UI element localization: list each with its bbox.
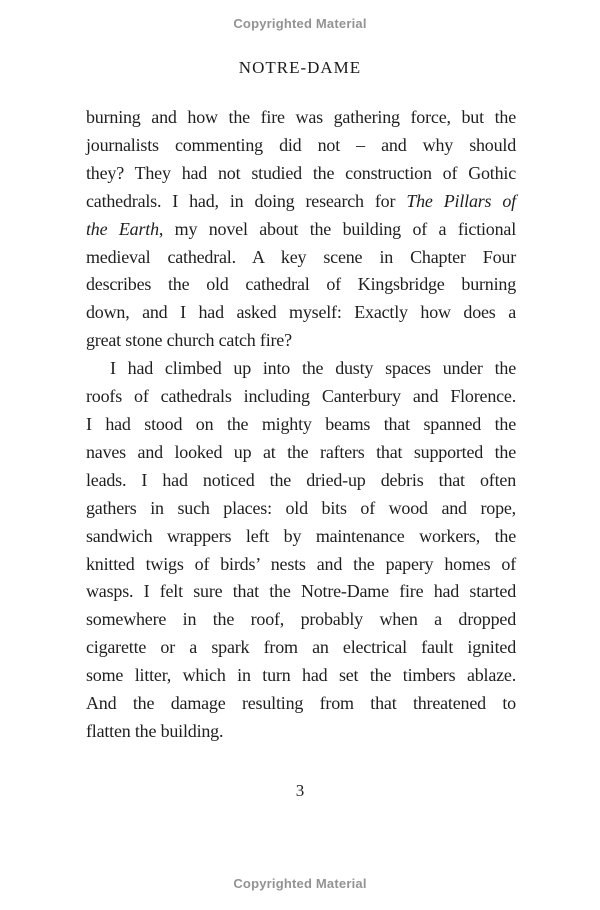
text-segment: I had climbed up into the dusty spaces under the bbox=[110, 358, 516, 379]
text-segment: leads. I had noticed the dried-up debris that often bbox=[86, 469, 516, 490]
text-line bbox=[86, 523, 516, 551]
text-segment: , my novel about the building of a fictional bbox=[158, 218, 516, 239]
text-line bbox=[86, 244, 516, 272]
text-segment: describes the old cathedral of Kingsbridge burning bbox=[86, 274, 516, 295]
running-header: NOTRE-DAME bbox=[238, 58, 362, 77]
text-line bbox=[86, 662, 516, 690]
text-line bbox=[86, 551, 516, 579]
text-segment: burning and how the fire was gathering force, but the bbox=[86, 107, 516, 127]
text-segment: naves and looked up at the rafters that supported the bbox=[86, 441, 516, 462]
italic-text-segment: the Earth bbox=[86, 218, 159, 239]
text-segment: I had stood on the mighty beams that spanned the bbox=[86, 413, 516, 434]
text-line bbox=[86, 411, 516, 439]
text-line bbox=[86, 383, 516, 411]
text-segment: some litter, which in turn had set the timbers ablaze. bbox=[86, 665, 516, 686]
text-segment: cigarette or a spark from an electrical fault ignited bbox=[86, 637, 516, 658]
text-line bbox=[86, 299, 516, 327]
text-segment: roofs of cathedrals including Canterbury and Florence. bbox=[86, 386, 516, 407]
copyright-notice-bottom: Copyrighted Material bbox=[233, 876, 367, 891]
text-line bbox=[86, 216, 516, 244]
text-segment: cathedrals. I had, in doing research for bbox=[86, 190, 407, 211]
text-segment: journalists commenting did not – and why should bbox=[86, 134, 516, 155]
text-segment: And the damage resulting from that threatened to bbox=[86, 693, 516, 714]
text-line bbox=[86, 188, 516, 216]
text-segment: down, and I had asked myself: Exactly how does a bbox=[86, 302, 516, 323]
text-line bbox=[86, 355, 516, 383]
text-line bbox=[86, 718, 516, 746]
text-line bbox=[86, 467, 516, 495]
text-line bbox=[86, 634, 516, 662]
text-segment: flatten the building. bbox=[86, 720, 224, 741]
text-segment: they? They had not studied the construction of Gothic bbox=[86, 162, 516, 183]
text-line bbox=[86, 690, 516, 718]
text-segment: medieval cathedral. A key scene in Chapter Four bbox=[86, 246, 516, 267]
text-line bbox=[86, 495, 516, 523]
page-number: 3 bbox=[295, 781, 305, 800]
text-line bbox=[86, 578, 516, 606]
italic-text-segment: The Pillars of bbox=[406, 190, 516, 211]
text-line bbox=[86, 439, 516, 467]
text-segment: knitted twigs of birds’ nests and the papery homes of bbox=[86, 553, 516, 574]
text-line bbox=[86, 132, 516, 160]
text-line bbox=[86, 327, 516, 355]
text-segment: great stone church catch fire? bbox=[86, 330, 292, 351]
text-line bbox=[86, 104, 516, 132]
text-segment: wasps. I felt sure that the Notre-Dame fire had started bbox=[86, 581, 516, 602]
copyright-notice-top: Copyrighted Material bbox=[233, 16, 367, 31]
text-line bbox=[86, 606, 516, 634]
body-text bbox=[86, 104, 516, 746]
text-line bbox=[86, 160, 516, 188]
text-segment: somewhere in the roof, probably when a dropped bbox=[86, 609, 516, 630]
text-line bbox=[86, 271, 516, 299]
text-segment: gathers in such places: old bits of wood and rope, bbox=[86, 497, 516, 518]
text-segment: sandwich wrappers left by maintenance workers, the bbox=[86, 525, 516, 546]
